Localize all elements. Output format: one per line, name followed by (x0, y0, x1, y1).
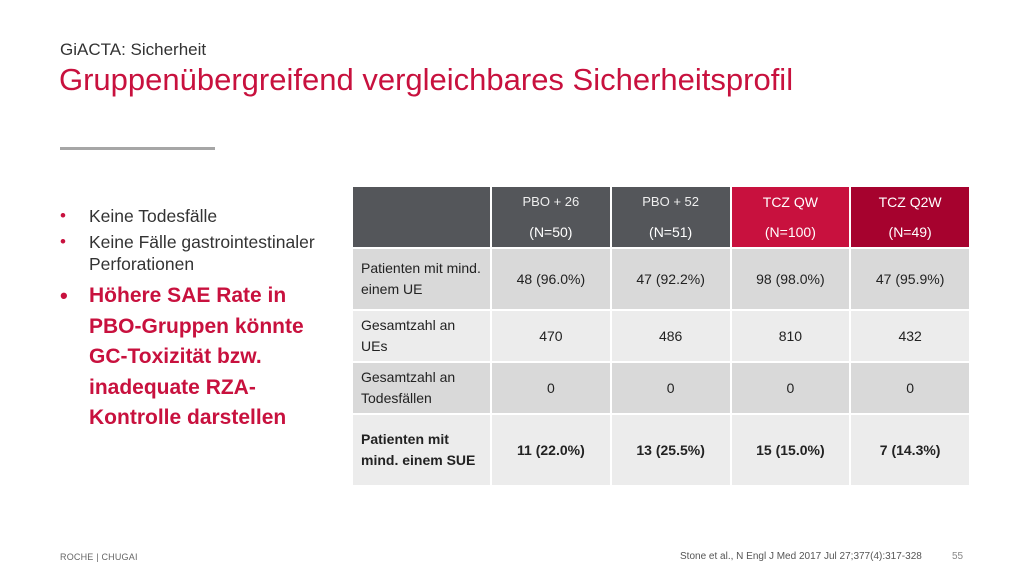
col-header-name: TCZ QW (762, 194, 818, 210)
table-cell: 0 (612, 363, 730, 413)
col-header-n: (N=51) (649, 224, 693, 240)
table-cell: 15 (15.0%) (732, 415, 850, 485)
row-label: Gesamtzahl an Todesfällen (353, 363, 490, 413)
table-cell: 432 (851, 311, 969, 361)
bullet-list (60, 205, 335, 434)
title-divider (60, 147, 215, 150)
col-header-name: TCZ Q2W (878, 194, 942, 210)
table-row (353, 415, 969, 485)
slide-title: Gruppenübergreifend vergleichbares Sicherheitsprofil (59, 62, 794, 97)
footer-reference: Stone et al., N Engl J Med 2017 Jul 27;377(4):317-328 (680, 551, 922, 562)
table-header-corner (353, 187, 490, 247)
col-header-pbo26 (492, 187, 610, 247)
table-header-row (353, 187, 969, 247)
table-row (353, 363, 969, 413)
table-cell: 13 (25.5%) (612, 415, 730, 485)
table-cell: 470 (492, 311, 610, 361)
row-label: Gesamtzahl an UEs (353, 311, 490, 361)
bullet-item-no-deaths: • Keine Todesfälle (60, 205, 335, 227)
col-header-n: (N=49) (888, 224, 932, 240)
row-label: Patienten mit mind. einem UE (353, 249, 490, 309)
table-cell: 47 (92.2%) (612, 249, 730, 309)
table-row (353, 311, 969, 361)
table-cell: 98 (98.0%) (732, 249, 850, 309)
page-number: 55 (952, 551, 964, 562)
table-cell: 11 (22.0%) (492, 415, 610, 485)
col-header-pbo52 (612, 187, 730, 247)
col-header-tcz-q2w (851, 187, 969, 247)
bullet-item-no-perforations: • Keine Fälle gastrointestinaler Perforationen (60, 231, 335, 275)
col-header-n: (N=50) (529, 224, 573, 240)
table-row (353, 249, 969, 309)
table-cell: 0 (732, 363, 850, 413)
slide-kicker: GiACTA: Sicherheit (60, 40, 207, 59)
bullet-item-sae-highlight: • Höhere SAE Rate in PBO-Gruppen könnte GC-Toxizität bzw. inadequate RZA-Kontrolle darstellen (60, 281, 335, 434)
safety-table (351, 185, 971, 487)
table-cell: 7 (14.3%) (851, 415, 969, 485)
footer-company: ROCHE | CHUGAI (60, 552, 138, 562)
col-header-name: PBO + 52 (642, 194, 699, 209)
row-label: Patienten mit mind. einem SUE (353, 415, 490, 485)
col-header-name: PBO + 26 (522, 194, 580, 209)
table-cell: 486 (612, 311, 730, 361)
table-cell: 810 (732, 311, 850, 361)
table-cell: 0 (851, 363, 969, 413)
table-cell: 0 (492, 363, 610, 413)
col-header-tcz-qw (732, 187, 850, 247)
table-cell: 47 (95.9%) (851, 249, 969, 309)
col-header-n: (N=100) (764, 224, 816, 240)
table-cell: 48 (96.0%) (492, 249, 610, 309)
